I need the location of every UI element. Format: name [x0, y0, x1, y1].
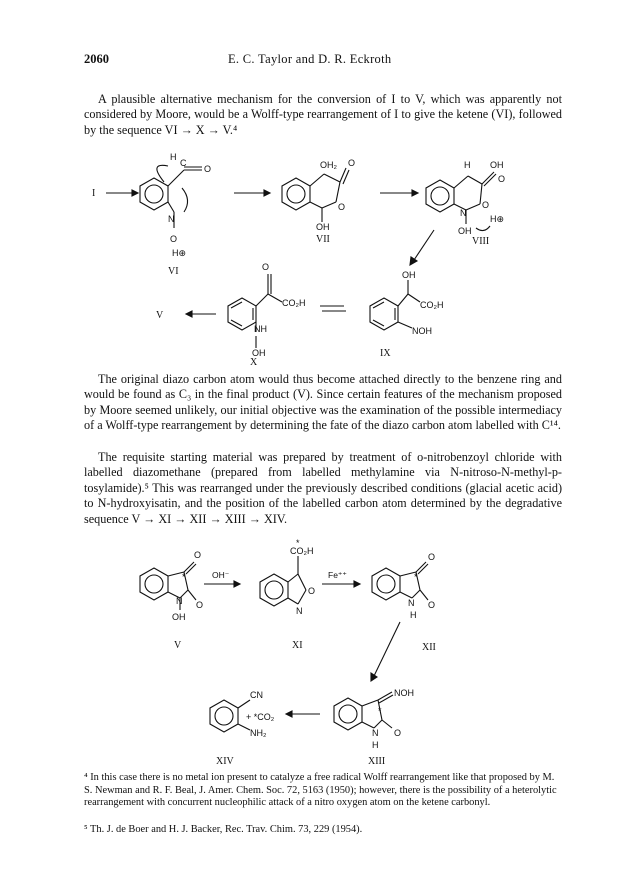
atom-label: O: [194, 550, 202, 560]
benzene-ring: [210, 700, 238, 732]
atom-label: NH: [254, 324, 267, 334]
label-star: *: [378, 706, 382, 716]
benzene-ring: [334, 698, 362, 730]
compound-label-I: I: [92, 188, 96, 199]
paragraph-2: [84, 372, 562, 434]
reagent-iron: Fe⁺⁺: [328, 570, 347, 580]
atom-label: H⊕: [172, 248, 187, 258]
footnote-5-text: ⁵ Th. J. de Boer and H. J. Backer, Rec. Trav. Chim. 73, 229 (1954).: [84, 824, 363, 835]
reaction-scheme-1: [84, 138, 564, 366]
benzene-ring: [426, 180, 454, 212]
atom-label: OH: [490, 160, 504, 170]
footnote-4-text: ⁴ In this case there is no metal ion present to catalyze a free radical Wolff rearrangement like that proposed by M. S. Newman and R. F. Beal, J. Amer. Chem. Soc. 72, 5163 (1950); however, there is the possibility of a heterolytic rearrangement with concurrent nucleophilic attack of a nitro oxygen atom on the ketene carbonyl.: [84, 772, 557, 809]
atom-label: H: [410, 610, 417, 620]
aromatic-circle: [145, 185, 163, 203]
atom-label: H: [170, 152, 177, 162]
atom-label: CO₂H: [282, 298, 306, 308]
compound-label-V: V: [174, 640, 182, 651]
compound-label-VIII: VIII: [472, 236, 490, 247]
atom-label: OH₂: [320, 160, 337, 170]
compound-label-VI: VI: [168, 266, 179, 277]
atom-label: H: [464, 160, 471, 170]
benzene-ring: [140, 178, 168, 210]
atom-label: O: [428, 552, 436, 562]
atom-label: N: [296, 606, 303, 616]
compound-label-XIII: XIII: [368, 756, 386, 766]
compound-label-X: X: [250, 357, 258, 366]
running-title: E. C. Taylor and D. R. Eckroth: [228, 52, 392, 66]
atom-label: O: [196, 600, 204, 610]
atom-label: CO₂H: [290, 546, 314, 556]
benzene-ring: [228, 298, 256, 330]
atom-label: NOH: [394, 688, 414, 698]
atom-label: C: [180, 158, 187, 168]
compound-label-VII: VII: [316, 234, 330, 245]
reagent-hydroxide: OH⁻: [212, 570, 230, 580]
compound-label-XII: XII: [422, 642, 436, 653]
arrow-head: [132, 190, 138, 196]
atom-label: OH: [252, 348, 266, 358]
paragraph-2-text: The original diazo carbon atom would thus become attached directly to the benzene ring and would be found as C₃ in the final product (V). Since certain features of the mechanism proposed by Moore seemed unlikely, our initial objective was the examination of the possible intermediacy of a Wolff-type rearrangement by determining the fate of the diazo carbon atom labelled with C¹⁴.: [84, 372, 562, 433]
benzene-ring: [282, 178, 310, 210]
paragraph-1-text: A plausible alternative mechanism for the conversion of I to V, which was apparently not considered by Moore, would be a Wolff-type rearrangement of I to give the ketene (VI), followed by the sequence VI → X → V.⁴: [84, 92, 562, 137]
compound-label-XI: XI: [292, 640, 303, 651]
benzene-ring: [260, 574, 288, 606]
atom-label: OH: [316, 222, 330, 232]
atom-label: N: [372, 728, 379, 738]
atom-label: N: [176, 596, 183, 606]
benzene-ring: [370, 298, 398, 330]
atom-label: O: [170, 234, 178, 244]
paragraph-1: [84, 92, 562, 138]
atom-label: OH: [172, 612, 186, 622]
benzene-ring: [372, 568, 400, 600]
page-number: 2060: [84, 52, 109, 66]
footnote-5: [84, 824, 562, 837]
atom-label: O: [338, 202, 346, 212]
atom-label: O: [482, 200, 490, 210]
atom-label: OH: [402, 270, 416, 280]
atom-label: O: [262, 262, 270, 272]
atom-label: OH: [458, 226, 472, 236]
footnote-4: [84, 772, 562, 810]
atom-label: NH₂: [250, 728, 267, 738]
label-star: *: [182, 572, 186, 582]
label-star: *: [296, 538, 300, 548]
compound-label-V: V: [156, 310, 164, 321]
atom-label: N: [460, 208, 467, 218]
atom-label: O: [394, 728, 402, 738]
atom-label: N: [408, 598, 415, 608]
compound-label-XIV: XIV: [216, 756, 234, 766]
atom-label: NOH: [412, 326, 432, 336]
atom-label: O: [498, 174, 506, 184]
atom-label: N: [168, 214, 175, 224]
compound-label-IX: IX: [380, 348, 391, 359]
atom-label: O: [428, 600, 436, 610]
co2-product: + *CO₂: [246, 712, 275, 722]
atom-label: H: [372, 740, 379, 750]
reaction-scheme-2: [84, 538, 564, 766]
atom-label: CO₂H: [420, 300, 444, 310]
atom-label: O: [348, 158, 356, 168]
paragraph-3: [84, 450, 562, 527]
paragraph-3-text: The requisite starting material was prepared by treatment of o-nitrobenzoyl chloride with labelled diazomethane (prepared from labelled methylamine via N-nitroso-N-methyl-p-tosylamide).⁵ This was rearranged under the previously described conditions (glacial acetic acid) to N-hydroxyisatin, and the position of the labelled carbon atom determined by the degradative sequence V → XI → XII → XIII → XIV.: [84, 450, 562, 526]
atom-label: H⊕: [490, 214, 505, 224]
atom-label: CN: [250, 690, 263, 700]
atom-label: O: [308, 586, 316, 596]
atom-label: O: [204, 164, 212, 174]
label-star: *: [414, 572, 418, 582]
benzene-ring: [140, 568, 168, 600]
